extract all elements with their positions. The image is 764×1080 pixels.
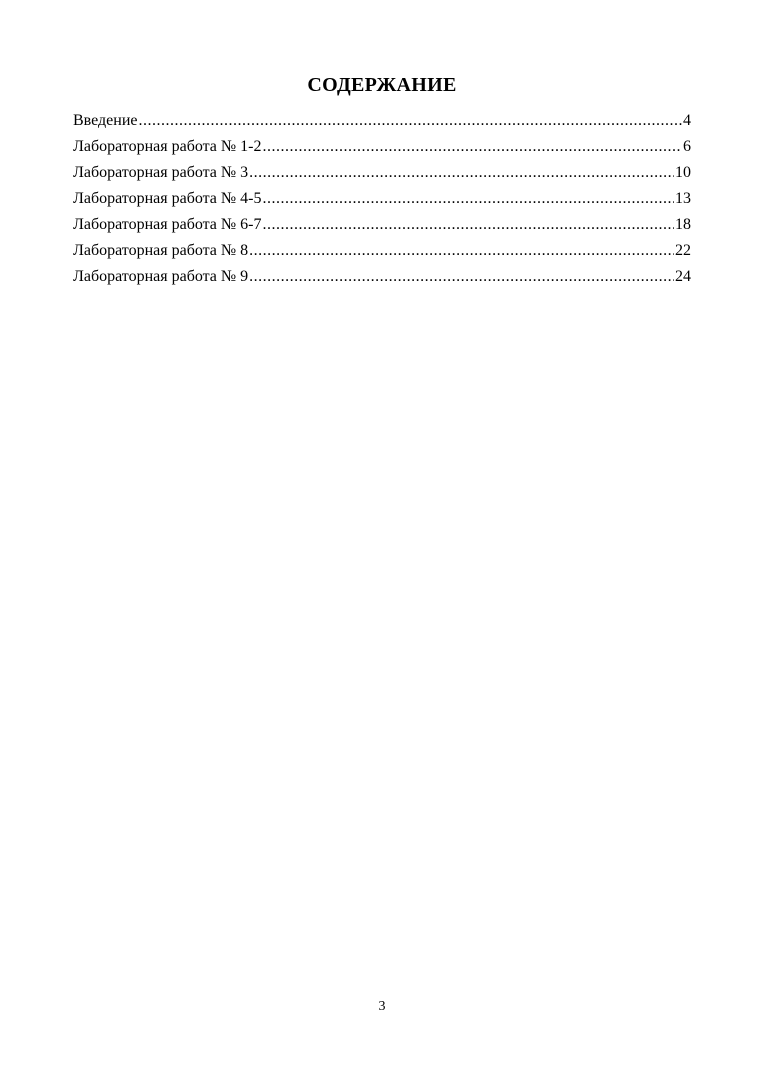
toc-entry-lab-6-7 [73,212,691,238]
toc-dot-leader [263,212,675,238]
toc-entry-label: Лабораторная работа № 4-5 [73,190,262,207]
toc-entry-lab-8 [73,238,691,264]
toc-entry-label: Лабораторная работа № 1-2 [73,138,262,155]
toc-entry-page: 4 [683,112,691,129]
toc-entry-page: 18 [675,216,691,233]
toc-entry-lab-3 [73,160,691,186]
toc-dot-leader [263,186,675,212]
toc-dot-leader [249,238,674,264]
toc-entry-introduction [73,108,691,134]
toc-entry-page: 10 [675,164,691,181]
toc-title: СОДЕРЖАНИЕ [307,74,457,96]
toc-entry-label: Введение [73,112,138,129]
toc-dot-leader [249,264,674,290]
toc-entry-page: 6 [683,138,691,155]
toc-entry-label: Лабораторная работа № 9 [73,268,249,285]
toc-entry-label: Лабораторная работа № 6-7 [73,216,262,233]
toc-entry-label: Лабораторная работа № 8 [73,242,249,259]
toc-entry-lab-9 [73,264,691,290]
toc-dot-leader [263,134,683,160]
toc-dot-leader [139,108,683,134]
page-number: 3 [378,999,386,1014]
toc-dot-leader [249,160,674,186]
toc-entry-label: Лабораторная работа № 3 [73,164,249,181]
toc-entry-page: 22 [675,242,691,259]
toc-entry-lab-1-2 [73,134,691,160]
toc-list [73,108,691,290]
toc-entry-page: 13 [675,190,691,207]
toc-entry-lab-4-5 [73,186,691,212]
toc-entry-page: 24 [675,268,691,285]
